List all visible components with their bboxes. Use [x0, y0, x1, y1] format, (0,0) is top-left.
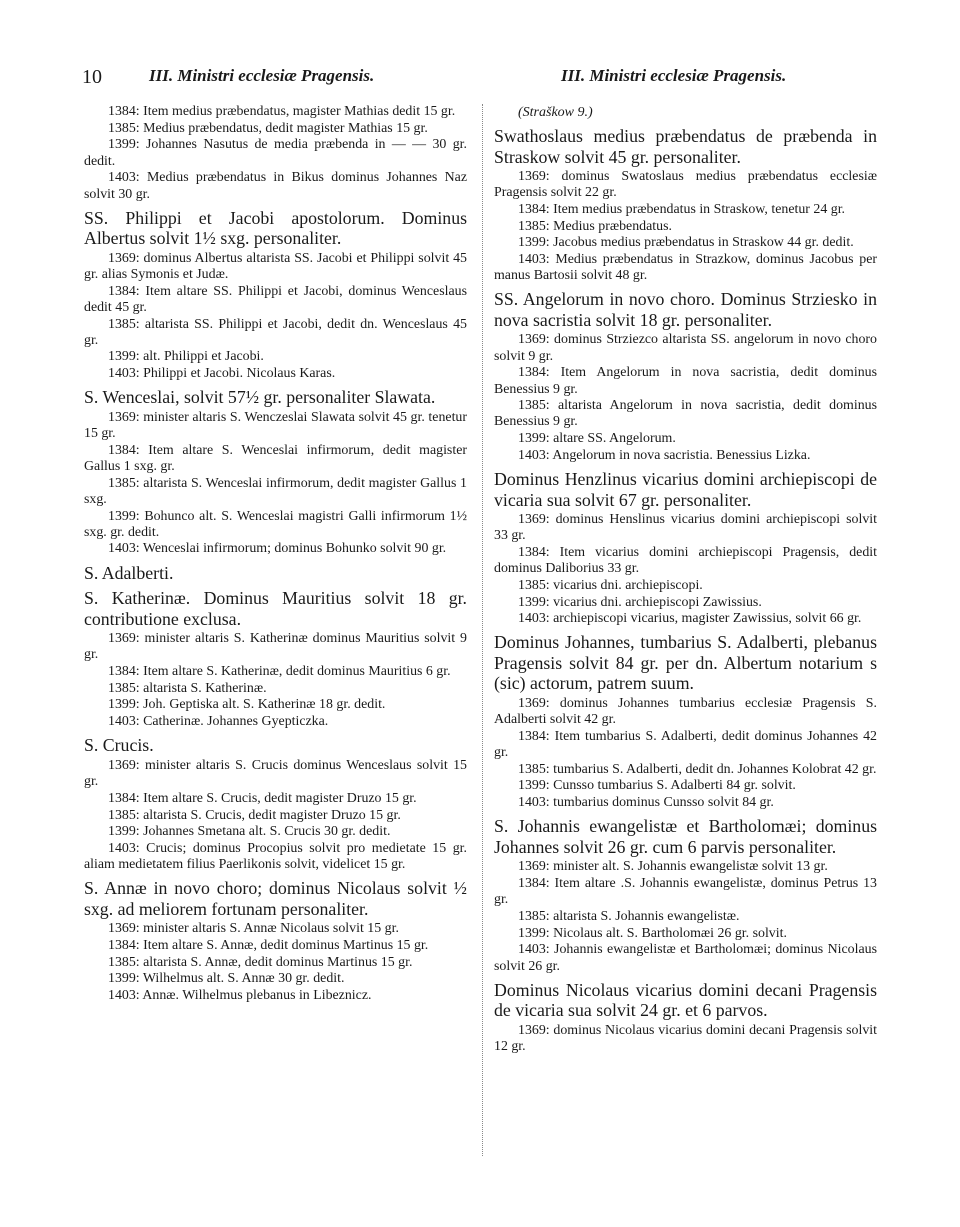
record-entry: 1385: altarista S. Johannis ewangelistæ. [518, 909, 740, 924]
section-heading: Dominus Henzlinus vicarius domini archiepiscopi de vicaria sua solvit 67 gr. personaliter. [494, 469, 877, 510]
record-entry: 1399: Nicolaus alt. S. Bartholomæi 26 gr. solvit. [518, 925, 787, 941]
record-entry: 1384: Item altare S. Annæ, dedit dominus Martinus 15 gr. [108, 938, 429, 954]
section-heading: SS. Philippi et Jacobi apostolorum. Dominus Albertus solvit 1½ sxg. personaliter. [84, 207, 467, 249]
section-heading: Dominus Johannes, tumbarius S. Adalberti, plebanus Pragensis solvit 84 gr. per dn. Albertum notarium s (sic) actorum, patrem suum. [494, 632, 877, 694]
column-divider [482, 104, 484, 1156]
section-heading: S. Annæ in novo choro; dominus Nicolaus solvit ½ sxg. ad meliorem fortunam personaliter. [84, 878, 467, 919]
record-entry: 1399: altare SS. Angelorum. [518, 431, 676, 447]
record-entry: 1403: Catherinæ. Johannes Gyepticzka. [108, 714, 329, 730]
record-entry: 1384: Item altare S. Katherinæ, dedit dominus Mauritius 6 gr. [108, 664, 451, 680]
section-heading: S. Adalberti. [84, 562, 174, 583]
section-subheading: (Straškow 9.) [518, 105, 593, 120]
record-entry: 1399: Cunsso tumbarius S. Adalberti 84 gr. solvit. [518, 778, 796, 794]
record-entry: 1399: Wilhelmus alt. S. Annæ 30 gr. dedit. [108, 971, 345, 987]
record-entry: 1403: Medius præbendatus in Strazkow, dominus Jacobus per manus Bartosii solvit 48 gr. [494, 252, 877, 284]
record-entry: 1403: archiepiscopi vicarius, magister Zawissius, solvit 66 gr. [518, 611, 862, 627]
section-heading: S. Wenceslai, solvit 57½ gr. personaliter Slawata. [84, 387, 436, 408]
record-entry: 1385: altarista S. Crucis, dedit magister Druzo 15 gr. [108, 807, 401, 823]
record-entry: 1384: Item vicarius domini archiepiscopi Pragensis, dedit dominus Daliborius 33 gr. [494, 544, 877, 577]
record-entry: 1399: Johannes Nasutus de media præbenda in — — 30 gr. dedit. [84, 137, 467, 169]
record-entry: 1399: Jacobus medius præbendatus in Straskow 44 gr. dedit. [518, 235, 854, 251]
page-number: 10 [82, 66, 102, 88]
section-heading: Dominus Nicolaus vicarius domini decani Pragensis de vicaria sua solvit 24 gr. et 6 parvos. [494, 979, 877, 1021]
record-entry: 1384: Item Angelorum in nova sacristia, dedit dominus Benessius 9 gr. [494, 365, 877, 397]
record-entry: 1403: Medius præbendatus in Bikus dominus Johannes Naz solvit 30 gr. [84, 170, 467, 202]
record-entry: 1384: Item medius præbendatus in Straskow, tenetur 24 gr. [518, 201, 846, 217]
record-entry: 1403: Wenceslai infirmorum; dominus Bohunko solvit 90 gr. [108, 541, 447, 557]
record-entry: 1369: minister altaris S. Katherinæ dominus Mauritius solvit 9 gr. [84, 631, 467, 663]
record-entry: 1369: dominus Henslinus vicarius domini archiepiscopi solvit 33 gr. [494, 512, 877, 544]
section-heading: S. Johannis ewangelistæ et Bartholomæi; dominus Johannes solvit 26 gr. cum 6 parvis personaliter. [494, 816, 877, 857]
record-entry: 1384: Item altare S. Crucis, dedit magister Druzo 15 gr. [108, 790, 417, 806]
record-entry: 1384: Item tumbarius S. Adalberti, dedit dominus Johannes 42 gr. [494, 728, 877, 761]
record-entry: 1385: vicarius dni. archiepiscopi. [518, 577, 703, 593]
record-entry: 1403: Philippi et Jacobi. Nicolaus Karas. [108, 366, 336, 382]
record-entry: 1369: dominus Albertus altarista SS. Jacobi et Philippi solvit 45 gr. alias Symonis et Judæ. [84, 250, 467, 282]
left-column [84, 104, 467, 1005]
record-entry: 1399: Bohunco alt. S. Wenceslai magistri Galli infirmorum 1½ sxg. gr. dedit. [84, 508, 467, 540]
record-entry: 1385: altarista Angelorum in nova sacristia, dedit dominus Benessius 9 gr. [494, 398, 877, 430]
section-heading: S. Crucis. [84, 735, 154, 756]
record-entry: 1384: Item altare S. Wenceslai infirmorum, dedit magister Gallus 1 sxg. gr. [84, 442, 467, 474]
record-entry: 1369: dominus Nicolaus vicarius domini decani Pragensis solvit 12 gr. [494, 1022, 877, 1055]
record-entry: 1369: dominus Swatoslaus medius præbendatus ecclesiæ Pragensis solvit 22 gr. [494, 169, 877, 201]
running-title-left: III. Ministri ecclesiæ Pragensis. [149, 66, 375, 85]
record-entry: 1403: Annæ. Wilhelmus plebanus in Libeznicz. [108, 988, 372, 1004]
record-entry: 1385: Medius præbendatus. [518, 218, 672, 234]
running-title-right: III. Ministri ecclesiæ Pragensis. [561, 66, 787, 85]
record-entry: 1403: Crucis; dominus Procopius solvit pro medietate 15 gr. aliam medietatem filius Paerlikonis solvit, videlicet 15 gr. [84, 840, 467, 873]
record-entry: 1369: minister altaris S. Crucis dominus Wenceslaus solvit 15 gr. [84, 757, 467, 790]
section-heading: SS. Angelorum in novo choro. Dominus Strziesko in nova sacristia solvit 18 gr. personaliter. [494, 289, 877, 330]
record-entry: 1385: tumbarius S. Adalberti, dedit dn. Johannes Kolobrat 42 gr. [518, 761, 877, 777]
record-entry: 1369: minister alt. S. Johannis ewangelistæ solvit 13 gr. [518, 859, 828, 875]
section-heading: S. Katherinæ. Dominus Mauritius solvit 18 gr. contributione exclusa. [84, 588, 467, 629]
record-entry: 1369: dominus Johannes tumbarius ecclesiæ Pragensis S. Adalberti solvit 42 gr. [494, 695, 877, 728]
right-column [494, 104, 877, 1056]
record-entry: 1384: Item altare SS. Philippi et Jacobi, dominus Wenceslaus dedit 45 gr. [84, 283, 467, 315]
record-entry: 1384: Item altare .S. Johannis ewangelistæ, dominus Petrus 13 gr. [494, 876, 877, 908]
record-entry: 1399: Joh. Geptiska alt. S. Katherinæ 18 gr. dedit. [108, 697, 386, 713]
record-entry: 1385: altarista S. Wenceslai infirmorum, dedit magister Gallus 1 sxg. [84, 475, 467, 507]
record-entry: 1369: dominus Strziezco altarista SS. angelorum in novo choro solvit 9 gr. [494, 332, 877, 364]
record-entry: 1403: tumbarius dominus Cunsso solvit 84 gr. [518, 795, 774, 811]
section-heading: Swathoslaus medius præbendatus de præbenda in Straskow solvit 45 gr. personaliter. [494, 126, 877, 167]
record-entry: 1403: Angelorum in nova sacristia. Benessius Lizka. [518, 447, 811, 463]
record-entry: 1399: Johannes Smetana alt. S. Crucis 30 gr. dedit. [108, 824, 391, 840]
record-entry: 1399: vicarius dni. archiepiscopi Zawissius. [518, 594, 762, 610]
record-entry: 1384: Item medius præbendatus, magister Mathias dedit 15 gr. [108, 104, 456, 119]
record-entry: 1385: altarista SS. Philippi et Jacobi, dedit dn. Wenceslaus 45 gr. [84, 316, 467, 348]
record-entry: 1399: alt. Philippi et Jacobi. [108, 349, 264, 365]
running-header [0, 66, 960, 88]
record-entry: 1403: Johannis ewangelistæ et Bartholomæi; dominus Nicolaus solvit 26 gr. [494, 942, 877, 974]
record-entry: 1385: altarista S. Katherinæ. [108, 680, 267, 696]
record-entry: 1385: altarista S. Annæ, dedit dominus Martinus 15 gr. [108, 954, 413, 970]
record-entry: 1369: minister altaris S. Wenczeslai Slawata solvit 45 gr. tenetur 15 gr. [84, 409, 467, 442]
record-entry: 1369: minister altaris S. Annæ Nicolaus solvit 15 gr. [108, 921, 399, 937]
record-entry: 1385: Medius præbendatus, dedit magister Mathias 15 gr. [108, 120, 428, 136]
